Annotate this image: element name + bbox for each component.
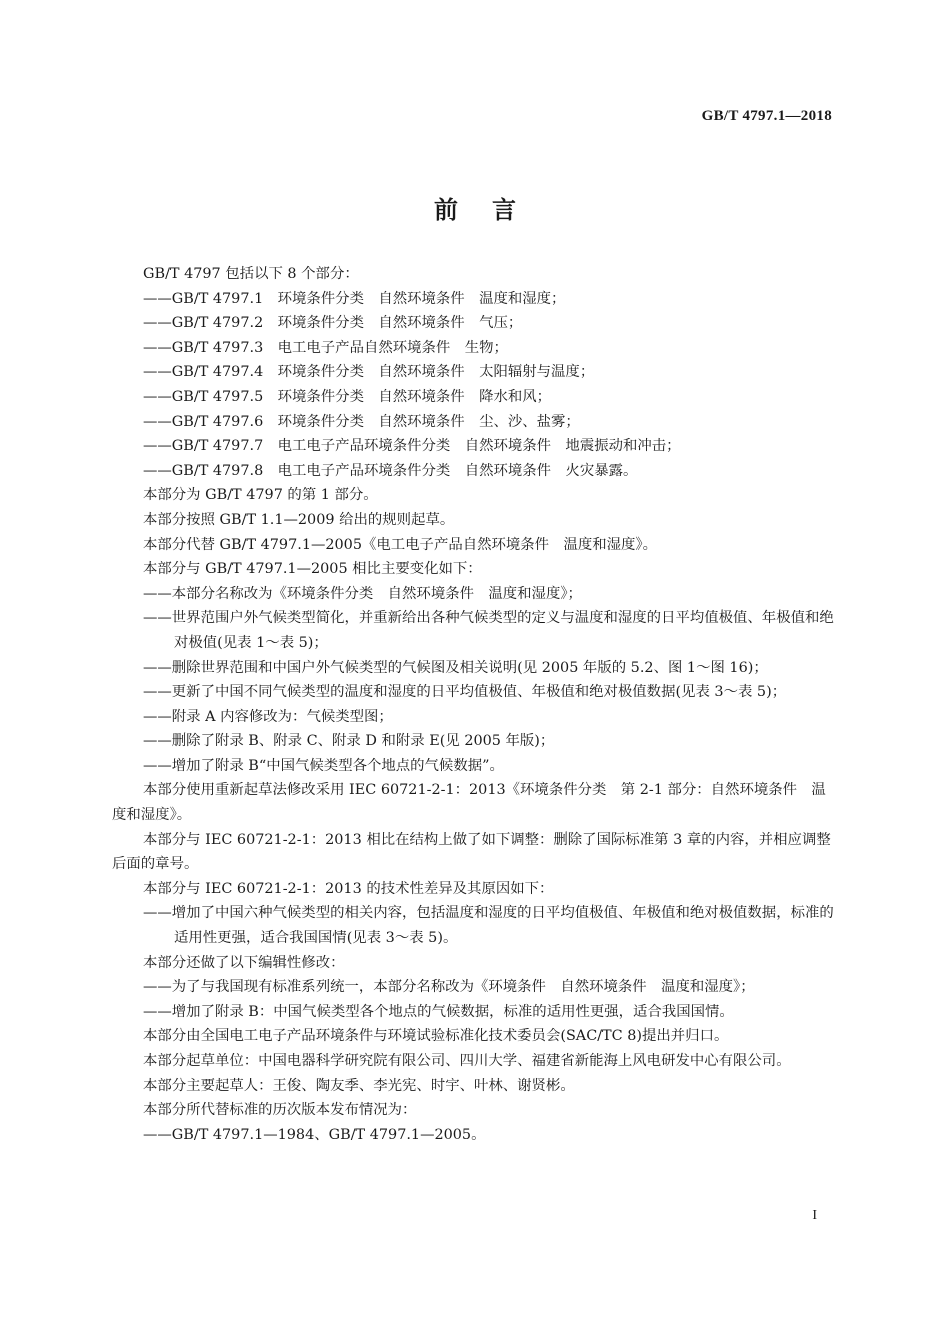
- page-title: 前言: [434, 195, 550, 224]
- list-item: ——GB/T 4797.8 电工电子产品环境条件分类 自然环境条件 火灾暴露。: [143, 462, 638, 479]
- list-item: ——附录 A 内容修改为：气候类型图；: [143, 708, 393, 725]
- list-item: ——GB/T 4797.7 电工电子产品环境条件分类 自然环境条件 地震振动和冲击；: [143, 438, 681, 455]
- paragraph: 本部分为 GB/T 4797 的第 1 部分。: [143, 487, 378, 504]
- paragraph: 本部分还做了以下编辑性修改：: [143, 954, 345, 971]
- paragraph: 本部分代替 GB/T 4797.1—2005《电工电子产品自然环境条件 温度和湿度》。: [143, 536, 657, 553]
- list-item: ——增加了附录 B：中国气候类型各个地点的气候数据，标准的适用性更强，适合我国国情。: [143, 1003, 734, 1020]
- paragraph: 本部分与 GB/T 4797.1—2005 相比主要变化如下：: [143, 561, 482, 578]
- list-item: ——GB/T 4797.6 环境条件分类 自然环境条件 尘、沙、盐雾；: [143, 413, 580, 430]
- page-number: I: [812, 1208, 817, 1223]
- list-item: ——GB/T 4797.4 环境条件分类 自然环境条件 太阳辐射与温度；: [143, 364, 595, 381]
- paragraph: 本部分主要起草人：王俊、陶友季、李光宪、时宇、叶林、谢贤彬。: [143, 1077, 575, 1094]
- paragraph: 本部分使用重新起草法修改采用 IEC 60721-2-1：2013《环境条件分类 第 2-1 部分：自然环境条件 温度和湿度》。: [112, 782, 826, 824]
- list-item: ——本部分名称改为《环境条件分类 自然环境条件 温度和湿度》；: [143, 585, 582, 602]
- list-item: ——GB/T 4797.3 电工电子产品自然环境条件 生物；: [143, 339, 508, 356]
- paragraph: 本部分起草单位：中国电器科学研究院有限公司、四川大学、福建省新能海上风电研发中心有限公司。: [143, 1053, 791, 1069]
- list-item: ——GB/T 4797.1—1984、GB/T 4797.1—2005。: [143, 1126, 486, 1143]
- list-item: ——为了与我国现有标准系列统一，本部分名称改为《环境条件 自然环境条件 温度和湿度》；: [143, 979, 755, 996]
- standard-code: GB/T 4797.1—2018: [701, 108, 832, 124]
- paragraph: 本部分与 IEC 60721-2-1：2013 的技术性差异及其原因如下：: [143, 880, 554, 897]
- paragraph: 本部分按照 GB/T 1.1—2009 给出的规则起草。: [143, 511, 455, 528]
- list-item: ——删除世界范围和中国户外气候类型的气候图及相关说明(见 2005 年版的 5.2、图 1～图 16)；: [143, 659, 768, 676]
- list-item: ——删除了附录 B、附录 C、附录 D 和附录 E(见 2005 年版)；: [143, 733, 555, 750]
- list-item: ——世界范围户外气候类型简化，并重新给出各种气候类型的定义与温度和湿度的日平均值极值、年极值和绝对极值(见表 1～表 5)；: [143, 610, 834, 651]
- foreword-body: [112, 262, 834, 1147]
- paragraph: GB/T 4797 包括以下 8 个部分：: [143, 266, 359, 282]
- list-item: ——GB/T 4797.2 环境条件分类 自然环境条件 气压；: [143, 315, 523, 332]
- list-item: ——更新了中国不同气候类型的温度和湿度的日平均值极值、年极值和绝对极值数据(见表 3～表 5)；: [143, 684, 787, 701]
- list-item: ——GB/T 4797.5 环境条件分类 自然环境条件 降水和风；: [143, 388, 552, 405]
- list-item: ——增加了附录 B“中国气候类型各个地点的气候数据”。: [143, 757, 504, 774]
- paragraph: 本部分与 IEC 60721-2-1：2013 相比在结构上做了如下调整：删除了国际标准第 3 章的内容，并相应调整后面的章号。: [112, 831, 831, 873]
- list-item: ——增加了中国六种气候类型的相关内容，包括温度和湿度的日平均值极值、年极值和绝对极值数据，标准的适用性更强，适合我国国情(见表 3～表 5)。: [143, 905, 834, 947]
- list-item: ——GB/T 4797.1 环境条件分类 自然环境条件 温度和湿度；: [143, 290, 566, 307]
- paragraph: 本部分由全国电工电子产品环境条件与环境试验标准化技术委员会(SAC/TC 8)提出并归口。: [143, 1028, 729, 1045]
- paragraph: 本部分所代替标准的历次版本发布情况为：: [143, 1102, 417, 1119]
